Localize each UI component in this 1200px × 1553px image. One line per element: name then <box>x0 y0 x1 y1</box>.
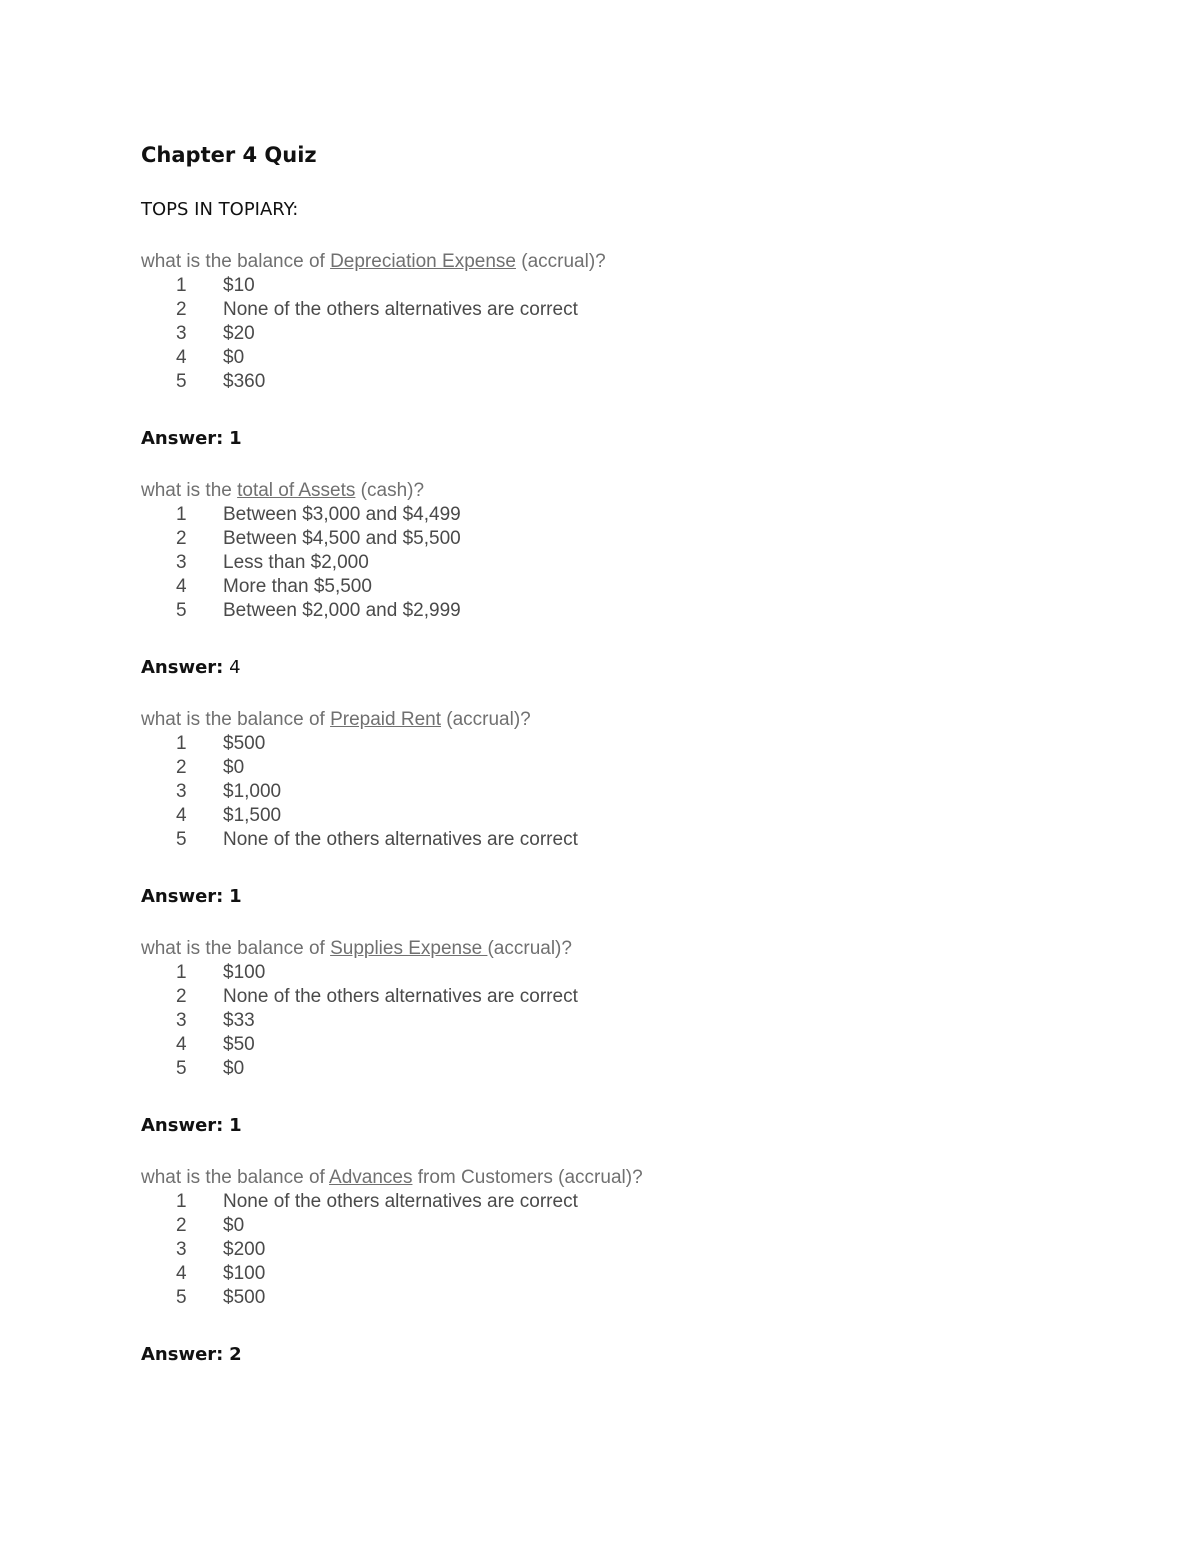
question-underlined-term: total of Assets <box>237 480 356 501</box>
option-item <box>141 804 1101 828</box>
answer-line <box>141 1341 1101 1369</box>
option-list <box>141 503 1101 623</box>
option-list <box>141 1190 1101 1310</box>
answer-value: 4 <box>229 657 241 678</box>
option-text: $500 <box>223 733 266 754</box>
option-text: $360 <box>223 371 266 392</box>
option-text: $20 <box>223 323 255 344</box>
question-text <box>141 479 1101 503</box>
option-item <box>141 1033 1101 1057</box>
option-number: 2 <box>176 1215 187 1236</box>
answer-value: 1 <box>229 428 242 449</box>
option-item <box>141 985 1101 1009</box>
question-underlined-term: Depreciation Expense <box>330 251 516 272</box>
option-number: 2 <box>176 757 187 778</box>
option-text: $1,500 <box>223 805 282 826</box>
option-text: None of the others alternatives are correct <box>223 1191 578 1212</box>
answer-line <box>141 883 1101 911</box>
question-text <box>141 250 1101 274</box>
option-item <box>141 274 1101 298</box>
option-number: 3 <box>176 323 187 344</box>
option-number: 3 <box>176 552 187 573</box>
option-number: 5 <box>176 371 187 392</box>
option-text: $500 <box>223 1287 266 1308</box>
option-number: 5 <box>176 600 187 621</box>
option-number: 3 <box>176 781 187 802</box>
option-number: 4 <box>176 576 187 597</box>
option-text: $33 <box>223 1010 255 1031</box>
question-prefix: what is the balance of <box>141 709 331 730</box>
option-list <box>141 732 1101 852</box>
option-list <box>141 961 1101 1081</box>
option-text: $100 <box>223 1263 266 1284</box>
option-number: 1 <box>176 733 187 754</box>
option-item <box>141 1190 1101 1214</box>
answer-value: 1 <box>229 886 242 907</box>
answer-value: 2 <box>229 1344 242 1365</box>
option-text: $0 <box>223 757 245 778</box>
option-number: 1 <box>176 1191 187 1212</box>
question-block <box>141 479 1101 682</box>
option-text: $1,000 <box>223 781 282 802</box>
option-item <box>141 1286 1101 1310</box>
option-number: 1 <box>176 962 187 983</box>
document-subtitle: TOPS IN TOPIARY: <box>141 199 299 220</box>
option-item <box>141 1214 1101 1238</box>
question-suffix: (cash)? <box>355 480 425 501</box>
answer-label: Answer: <box>141 657 224 678</box>
option-text: $0 <box>223 1215 245 1236</box>
answer-line <box>141 425 1101 453</box>
option-number: 4 <box>176 1034 187 1055</box>
option-number: 2 <box>176 986 187 1007</box>
option-text: $50 <box>223 1034 255 1055</box>
option-item <box>141 503 1101 527</box>
question-text <box>141 708 1101 732</box>
answer-line <box>141 1112 1101 1140</box>
document-page <box>141 138 1101 1369</box>
option-number: 5 <box>176 1287 187 1308</box>
question-prefix: what is the balance of <box>141 251 331 272</box>
option-text: None of the others alternatives are correct <box>223 986 578 1007</box>
option-number: 5 <box>176 1058 187 1079</box>
question-text <box>141 937 1101 961</box>
option-text: $0 <box>223 1058 245 1079</box>
option-number: 2 <box>176 299 187 320</box>
question-suffix: (accrual)? <box>440 709 531 730</box>
answer-label: Answer: <box>141 1115 224 1136</box>
option-number: 2 <box>176 528 187 549</box>
question-underlined-term: Advances <box>329 1167 413 1188</box>
option-item <box>141 575 1101 599</box>
question-underlined-term: Supplies Expense <box>330 938 488 959</box>
option-number: 4 <box>176 805 187 826</box>
option-text: $200 <box>223 1239 266 1260</box>
answer-label: Answer: <box>141 428 224 449</box>
option-item <box>141 599 1101 623</box>
question-prefix: what is the balance of <box>141 938 331 959</box>
question-block <box>141 250 1101 453</box>
option-item <box>141 1009 1101 1033</box>
option-text: $0 <box>223 347 245 368</box>
option-item <box>141 961 1101 985</box>
question-suffix: from Customers (accrual)? <box>412 1167 643 1188</box>
option-text: $100 <box>223 962 266 983</box>
option-item <box>141 370 1101 394</box>
option-item <box>141 1057 1101 1081</box>
option-list <box>141 274 1101 394</box>
option-number: 4 <box>176 347 187 368</box>
option-item <box>141 732 1101 756</box>
option-number: 3 <box>176 1010 187 1031</box>
option-text: None of the others alternatives are correct <box>223 829 578 850</box>
question-suffix: (accrual)? <box>487 938 572 959</box>
option-item <box>141 346 1101 370</box>
question-prefix: what is the balance of <box>141 1167 330 1188</box>
answer-label: Answer: <box>141 886 224 907</box>
option-item <box>141 322 1101 346</box>
answer-line <box>141 654 1101 682</box>
answer-label: Answer: <box>141 1344 224 1365</box>
option-text: Between $4,500 and $5,500 <box>223 528 461 549</box>
question-block <box>141 708 1101 911</box>
option-item <box>141 1238 1101 1262</box>
question-suffix: (accrual)? <box>515 251 606 272</box>
option-text: Between $2,000 and $2,999 <box>223 600 461 621</box>
option-text: $10 <box>223 275 255 296</box>
option-item <box>141 828 1101 852</box>
option-number: 5 <box>176 829 187 850</box>
option-number: 1 <box>176 275 187 296</box>
option-number: 4 <box>176 1263 187 1284</box>
question-block <box>141 1166 1101 1369</box>
answer-value: 1 <box>229 1115 242 1136</box>
question-list <box>141 250 1101 1369</box>
option-number: 3 <box>176 1239 187 1260</box>
option-text: More than $5,500 <box>223 576 372 597</box>
document-title: Chapter 4 Quiz <box>141 143 317 167</box>
option-text: Between $3,000 and $4,499 <box>223 504 461 525</box>
option-item <box>141 551 1101 575</box>
option-item <box>141 527 1101 551</box>
option-item <box>141 298 1101 322</box>
question-underlined-term: Prepaid Rent <box>330 709 441 730</box>
question-block <box>141 937 1101 1140</box>
question-text <box>141 1166 1101 1190</box>
option-text: Less than $2,000 <box>223 552 369 573</box>
question-prefix: what is the <box>141 480 238 501</box>
option-number: 1 <box>176 504 187 525</box>
option-item <box>141 780 1101 804</box>
option-item <box>141 756 1101 780</box>
option-text: None of the others alternatives are correct <box>223 299 578 320</box>
option-item <box>141 1262 1101 1286</box>
